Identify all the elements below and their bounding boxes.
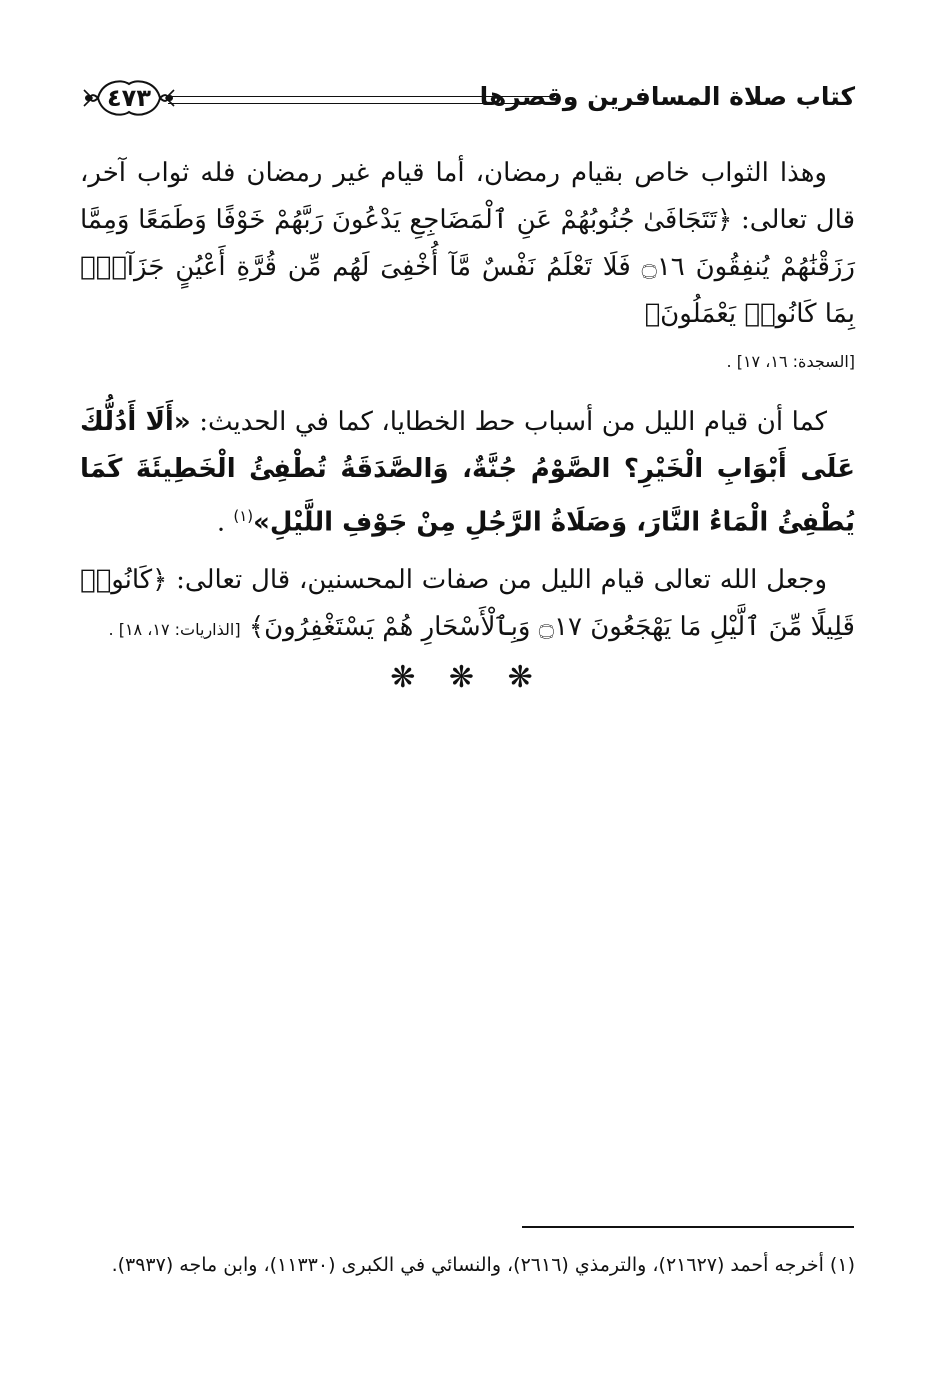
paragraph-3-intro: وجعل الله تعالى قيام الليل من صفات المحسنين، قال تعالى: [167,564,827,595]
section-separator: ❋ ❋ ❋ [390,660,545,695]
main-text [80,150,855,663]
verse-reference-dhariyat: [الذاريات: ١٧، ١٨] . [108,619,241,639]
paragraph-3 [80,557,855,653]
page-number-ornament [80,68,178,128]
footnotes [80,1244,855,1287]
paragraph-2-end: . [216,507,234,538]
book-title: كتاب صلاة المسافرين وقصرها [479,82,855,111]
paragraph-2-intro: كما أن قيام الليل من أسباب حط الخطايا، كما في الحديث: [190,407,827,437]
header-rule [168,96,555,104]
hadith-text: «أَلَا أَدُلُّكَ عَلَى أَبْوَابِ الْخَيْرِ؟ الصَّوْمُ جُنَّةٌ، وَالصَّدَقَةُ تُطْفِئُ الْخَطِيئَةَ كَمَا يُطْفِئُ الْمَاءُ النَّارَ، وَصَلَاةُ الرَّجُلِ مِنْ جَوْفِ اللَّيْلِ» [80,407,855,538]
paragraph-1-intro: وهذا الثواب خاص بقيام رمضان، أما قيام غير رمضان فله ثواب آخر، قال تعالى: [80,158,855,235]
footnote-marker[interactable]: (١) [233,507,254,525]
footnote-1: (١) أخرجه أحمد (٢١٦٢٧)، والترمذي (٢٦١٦)، والنسائي في الكبرى (١١٣٣٠)، وابن ماجه (٣٩٣٧). [111,1254,855,1276]
quran-verse-dhariyat: ﴿كَانُوا۟ قَلِيلًا مِّنَ ٱلَّيْلِ مَا يَهْجَعُونَ ۝١٧ وَبِٱلْأَسْحَارِ هُمْ يَسْتَغْفِرُونَ﴾ [80,564,855,642]
verse-reference-sajdah [80,338,855,385]
reference-text: [السجدة: ١٦، ١٧] . [726,352,855,371]
paragraph-2 [80,399,855,547]
quran-verse-sajdah: ﴿تَتَجَافَىٰ جُنُوبُهُمْ عَنِ ٱلْمَضَاجِعِ يَدْعُونَ رَبَّهُمْ خَوْفًا وَطَمَعًا وَمِمَّا رَزَقْنَٰهُمْ يُنفِقُونَ ۝١٦ فَلَا تَعْلَمُ نَفْسٌ مَّآ أُخْفِىَ لَهُم مِّن قُرَّةِ أَعْيُنٍ جَزَآءًۢ بِمَا كَانُوا۟ يَعْمَلُونَ﴾ [80,205,855,329]
page-header [80,68,855,128]
paragraph-1 [80,150,855,338]
footnote-rule [522,1226,854,1228]
page-number: ٤٧٣ [107,84,151,112]
